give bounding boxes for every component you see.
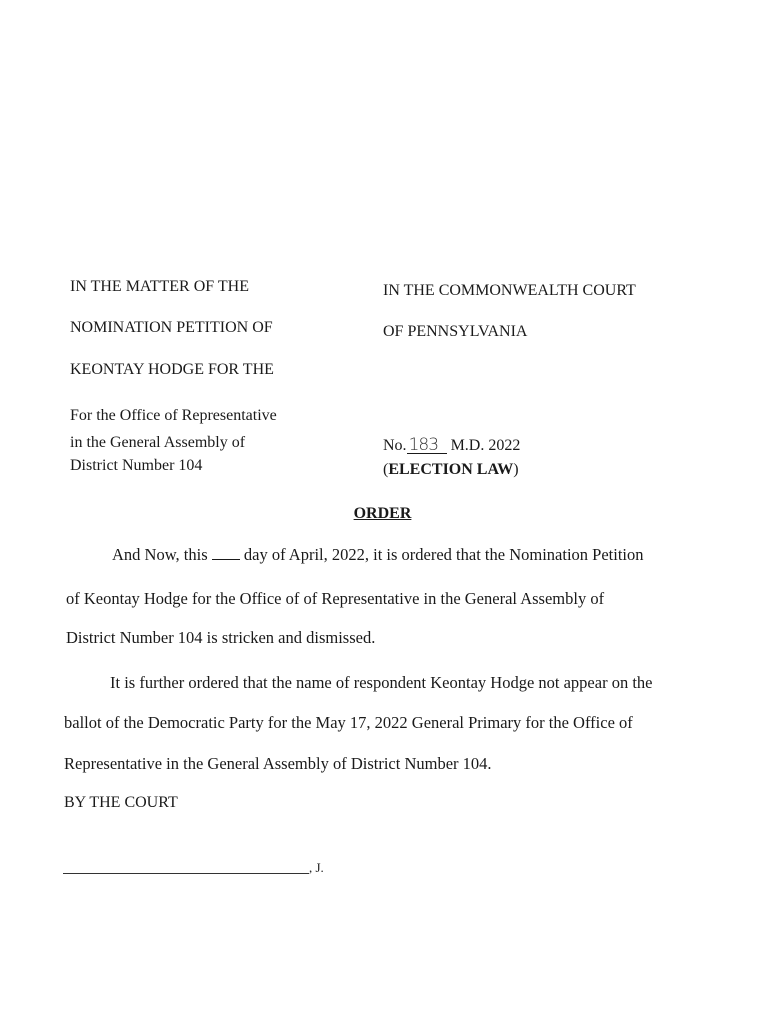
by-the-court: BY THE COURT (64, 794, 178, 811)
docket-suffix: M.D. 2022 (450, 437, 521, 454)
order-paragraph-1-end: day of April, 2022, it is ordered that the Nomination Petition (243, 545, 644, 564)
caption-office-line-1: For the Office of Representative (70, 407, 277, 424)
signature-suffix: , J. (309, 860, 324, 875)
docket-number (383, 437, 520, 455)
docket-type-open: ( (383, 461, 389, 478)
order-paragraph-1-line-3: District Number 104 is stricken and dismissed. (66, 628, 376, 647)
caption-office-line-3: District Number 104 (70, 457, 203, 474)
order-paragraph-1-line-2: of Keontay Hodge for the Office of of Representative in the General Assembly of (66, 589, 605, 608)
order-title: ORDER (353, 505, 412, 522)
order-paragraph-1-line-1 (112, 545, 644, 565)
docket-type (383, 461, 519, 479)
caption-matter-line-1: IN THE MATTER OF THE (70, 278, 249, 295)
docket-number-handwritten: 183 (407, 438, 447, 454)
caption-matter-line-2: NOMINATION PETITION OF (70, 319, 273, 336)
order-paragraph-2-line-1: It is further ordered that the name of respondent Keontay Hodge not appear on the (110, 673, 653, 692)
docket-type-label: ELECTION LAW (388, 461, 514, 478)
caption-office-line-2: in the General Assembly of (70, 434, 246, 451)
caption-matter-line-3: KEONTAY HODGE FOR THE (70, 361, 274, 378)
court-name-line-1: IN THE COMMONWEALTH COURT (383, 282, 636, 299)
order-paragraph-2-line-3: Representative in the General Assembly of District Number 104. (64, 754, 492, 773)
signature-line (63, 873, 309, 874)
court-name-line-2: OF PENNSYLVANIA (383, 323, 528, 340)
docket-prefix: No. (383, 437, 407, 454)
order-paragraph-1-start: And Now, this (112, 545, 208, 564)
docket-type-close: ) (513, 461, 519, 478)
order-paragraph-2-line-2: ballot of the Democratic Party for the May 17, 2022 General Primary for the Office of (64, 713, 633, 732)
day-blank-line (212, 547, 240, 560)
